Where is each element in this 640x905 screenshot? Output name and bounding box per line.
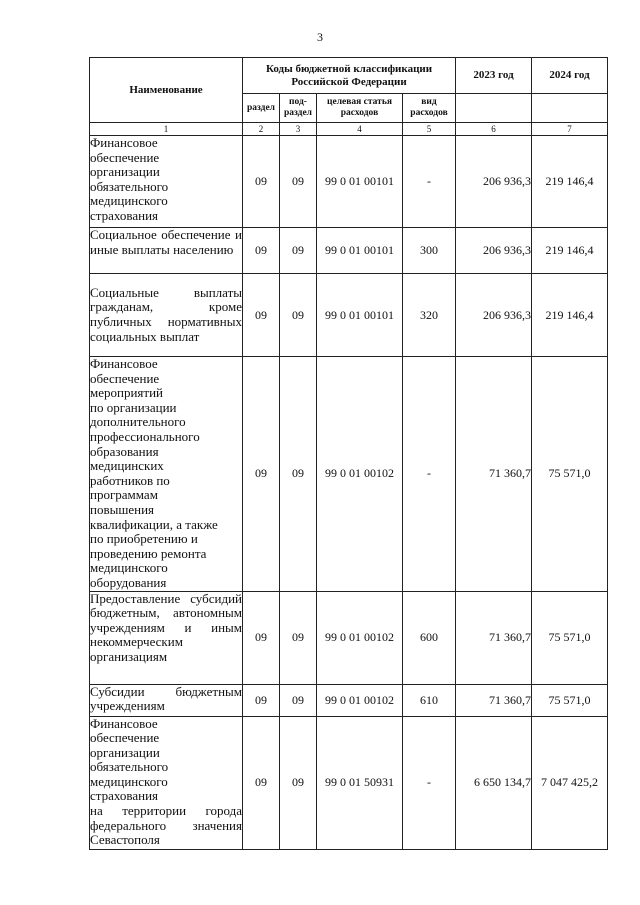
table-row [90, 228, 608, 274]
row-2023: 71 360,7 [456, 357, 532, 592]
row-razdel: 09 [243, 591, 280, 684]
row-2024: 75 571,0 [532, 684, 608, 716]
row-razdel: 09 [243, 684, 280, 716]
row-podrazdel: 09 [280, 228, 317, 274]
row-podrazdel: 09 [280, 716, 317, 849]
table-row [90, 684, 608, 716]
column-number-row [90, 123, 608, 136]
row-2024: 219 146,4 [532, 136, 608, 228]
row-razdel: 09 [243, 228, 280, 274]
row-vid: - [403, 136, 456, 228]
row-vid: 610 [403, 684, 456, 716]
column-number: 6 [456, 123, 532, 136]
row-2023: 71 360,7 [456, 591, 532, 684]
row-target: 99 0 01 00102 [317, 684, 403, 716]
row-name: Социальные выплаты гражданам, кроме публичных нормативных социальных выплат [90, 274, 243, 357]
header-year-2023-empty [456, 94, 532, 123]
row-podrazdel: 09 [280, 357, 317, 592]
header-podrazdel: под- раздел [280, 94, 317, 123]
row-2023: 6 650 134,7 [456, 716, 532, 849]
row-2024: 219 146,4 [532, 274, 608, 357]
row-vid: 320 [403, 274, 456, 357]
header-vid: вид расходов [403, 94, 456, 123]
table-row [90, 591, 608, 684]
column-number: 1 [90, 123, 243, 136]
row-2024: 7 047 425,2 [532, 716, 608, 849]
row-podrazdel: 09 [280, 136, 317, 228]
column-number: 4 [317, 123, 403, 136]
budget-table [89, 57, 608, 850]
table-row [90, 716, 608, 849]
row-vid: 300 [403, 228, 456, 274]
row-name: Социальное обеспечение и иные выплаты населению [90, 228, 243, 274]
row-target: 99 0 01 00101 [317, 136, 403, 228]
row-podrazdel: 09 [280, 684, 317, 716]
row-target: 99 0 01 00101 [317, 274, 403, 357]
row-2024: 75 571,0 [532, 357, 608, 592]
header-year-2024: 2024 год [532, 58, 608, 94]
row-podrazdel: 09 [280, 274, 317, 357]
row-2024: 219 146,4 [532, 228, 608, 274]
row-name: Субсидии бюджетным учреждениям [90, 684, 243, 716]
header-name: Наименование [90, 58, 243, 123]
row-vid: 600 [403, 591, 456, 684]
row-vid: - [403, 357, 456, 592]
header-razdel: раздел [243, 94, 280, 123]
table-row [90, 136, 608, 228]
row-name: Финансовое обеспечение организации обязательного медицинского страхования [90, 136, 243, 228]
column-number: 7 [532, 123, 608, 136]
header-year-2023: 2023 год [456, 58, 532, 94]
row-razdel: 09 [243, 357, 280, 592]
table-row [90, 357, 608, 592]
header-target: целевая статья расходов [317, 94, 403, 123]
row-2023: 71 360,7 [456, 684, 532, 716]
row-target: 99 0 01 00102 [317, 591, 403, 684]
row-2024: 75 571,0 [532, 591, 608, 684]
row-target: 99 0 01 00102 [317, 357, 403, 592]
page-number: 3 [317, 30, 323, 44]
row-name: Финансовое обеспечение организации обязательного медицинского страхования на территории города федерального значения Севастополя [90, 715, 242, 848]
row-vid: - [403, 716, 456, 849]
column-number: 3 [280, 123, 317, 136]
table-row [90, 274, 608, 357]
row-2023: 206 936,3 [456, 136, 532, 228]
row-podrazdel: 09 [280, 591, 317, 684]
header-codes: Коды бюджетной классификации Российской Федерации [243, 58, 456, 94]
row-2023: 206 936,3 [456, 228, 532, 274]
row-razdel: 09 [243, 274, 280, 357]
row-razdel: 09 [243, 716, 280, 849]
row-target: 99 0 01 00101 [317, 228, 403, 274]
row-name: Финансовое обеспечение мероприятий по организации дополнительного профессионального образования медицинских работников по программам повышения квалификации, а также по приобретению и проведению ремонта медицинского оборудования [90, 357, 243, 592]
row-target: 99 0 01 50931 [317, 716, 403, 849]
header-year-2024-empty [532, 94, 608, 123]
column-number: 2 [243, 123, 280, 136]
column-number: 5 [403, 123, 456, 136]
row-razdel: 09 [243, 136, 280, 228]
row-2023: 206 936,3 [456, 274, 532, 357]
row-name: Предоставление субсидий бюджетным, автономным учреждениям и иным некоммерческим организациям [90, 591, 243, 684]
